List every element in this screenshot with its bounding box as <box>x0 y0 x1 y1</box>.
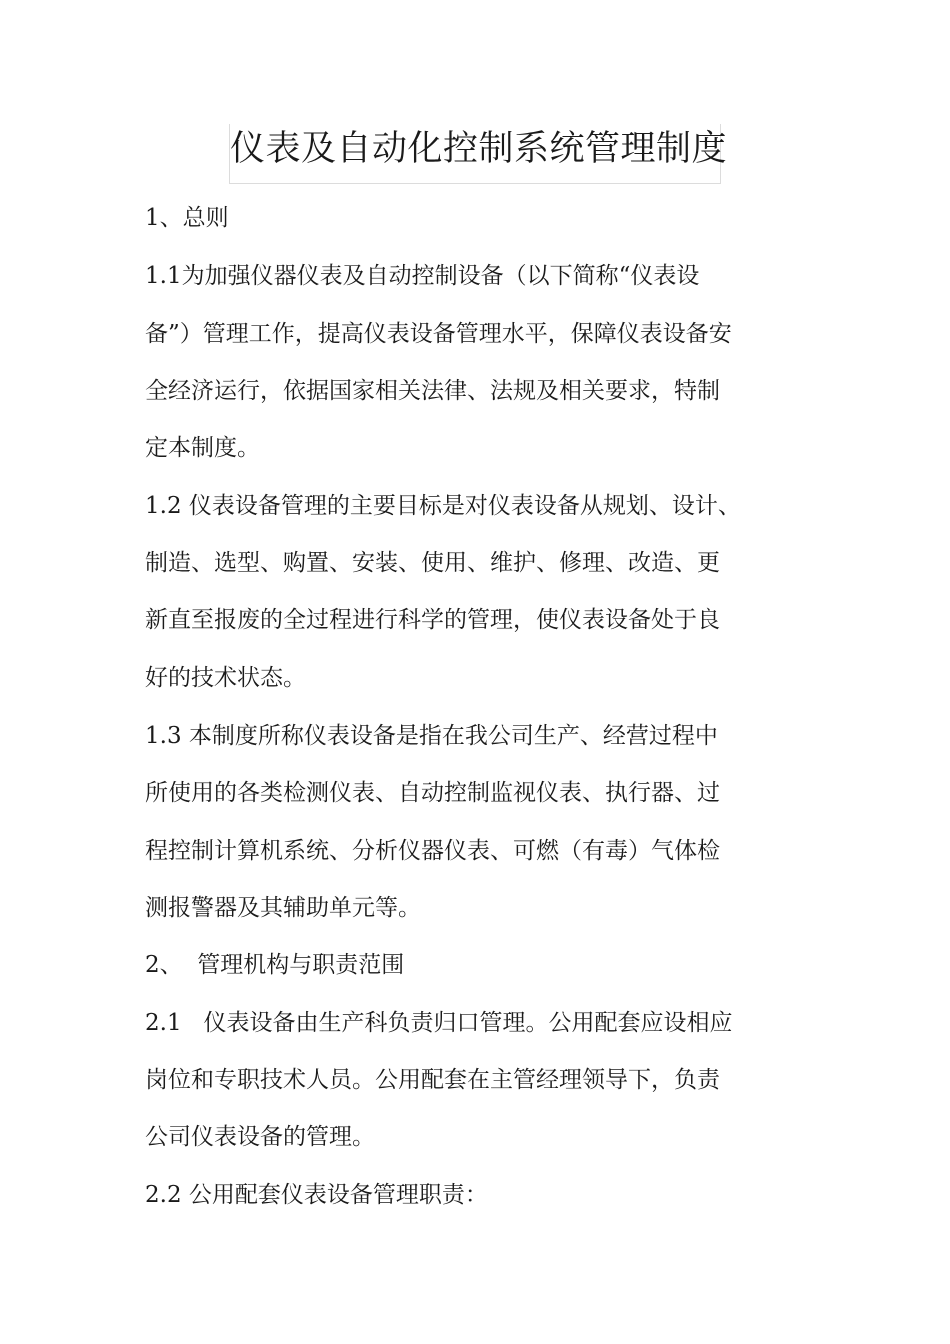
paragraph-line: 2.2 公用配套仪表设备管理职责： <box>145 1182 488 1208</box>
paragraph-line: 岗位和专职技术人员。公用配套在主管经理领导下，负责 <box>145 1067 720 1093</box>
paragraph-line: 1.3 本制度所称仪表设备是指在我公司生产、经营过程中 <box>145 723 718 749</box>
document-title: 仪表及自动化控制系统管理制度 <box>229 124 721 184</box>
paragraph-line: 全经济运行，依据国家相关法律、法规及相关要求，特制 <box>145 378 720 404</box>
paragraph-line: 1.1为加强仪器仪表及自动控制设备（以下简称“仪表设 <box>145 263 700 289</box>
paragraph-line: 程控制计算机系统、分析仪器仪表、可燃（有毒）气体检 <box>145 838 720 864</box>
paragraph-line: 好的技术状态。 <box>145 665 306 691</box>
paragraph-line: 公司仪表设备的管理。 <box>145 1124 375 1150</box>
section-heading-general: 1、总则 <box>145 205 229 231</box>
paragraph-line: 定本制度。 <box>145 435 260 461</box>
paragraph-line: 测报警器及其辅助单元等。 <box>145 895 421 921</box>
paragraph-line: 1.2 仪表设备管理的主要目标是对仪表设备从规划、设计、 <box>145 493 741 519</box>
paragraph-line: 所使用的各类检测仪表、自动控制监视仪表、执行器、过 <box>145 780 720 806</box>
paragraph-line: 制造、选型、购置、安装、使用、维护、修理、改造、更 <box>145 550 720 576</box>
paragraph-line: 新直至报废的全过程进行科学的管理，使仪表设备处于良 <box>145 607 720 633</box>
paragraph-line: 备”）管理工作，提高仪表设备管理水平，保障仪表设备安 <box>145 321 732 347</box>
paragraph-line: 2.1 仪表设备由生产科负责归口管理。公用配套应设相应 <box>145 1010 733 1036</box>
section-heading-organization: 2、 管理机构与职责范围 <box>145 952 405 978</box>
